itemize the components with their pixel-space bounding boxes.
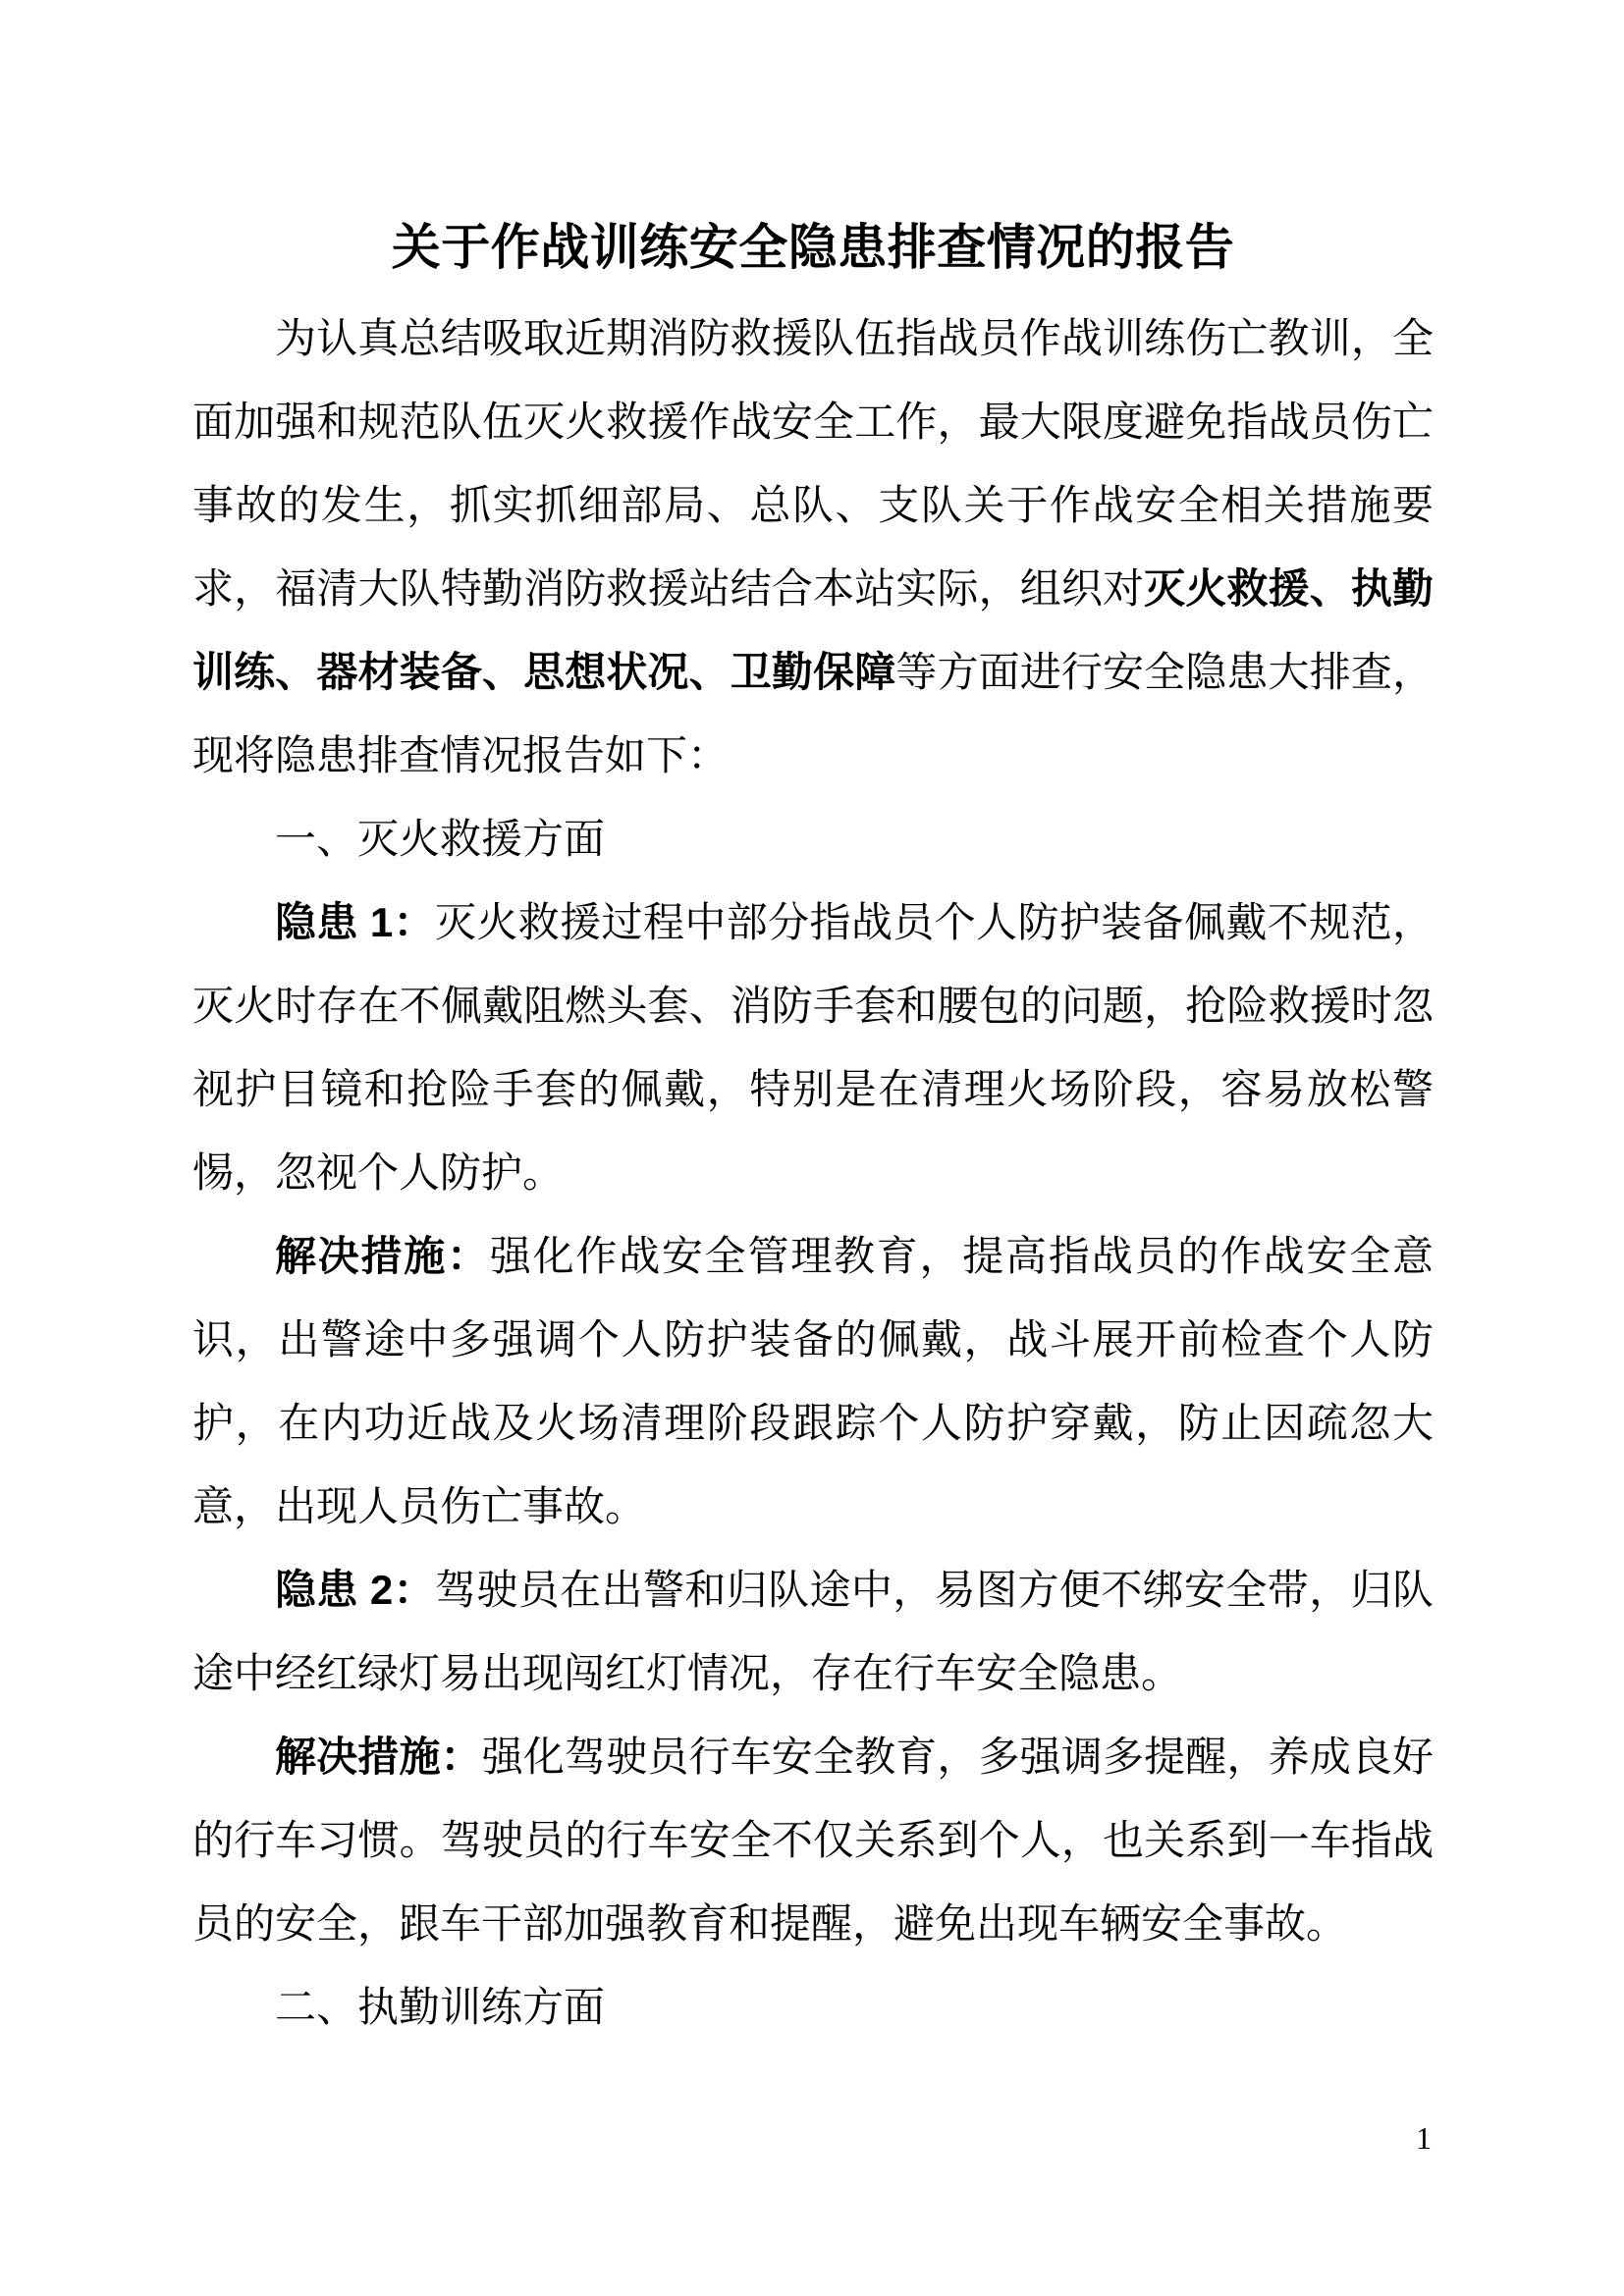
intro-text-emphasis: 灭火救援、执勤训练、器材装备、思想状况、卫勤保障 [192, 565, 1434, 695]
section-heading-one: 一、灭火救援方面 [275, 816, 606, 862]
measure-one-text: 强化作战安全管理教育，提高指战员的作战安全意识，出警途中多强调个人防护装备的佩戴，战斗展开前检查个人防护，在内功近战及火场清理阶段跟踪个人防护穿戴，防止因疏忽大意，出现人员伤亡事故。 [192, 1233, 1434, 1529]
page-title: 关于作战训练安全隐患排查情况的报告 [391, 220, 1235, 275]
hazard-two-label: 隐患 2： [275, 1567, 435, 1613]
measure-two-label: 解决措施： [275, 1734, 482, 1780]
page-number: 1 [1416, 2120, 1432, 2156]
measure-one-label: 解决措施： [275, 1233, 490, 1279]
paragraph-intro [192, 296, 1434, 797]
hazard-one-text: 灭火救援过程中部分指战员个人防护装备佩戴不规范，灭火时存在不佩戴阻燃头套、消防手套和腰包的问题，抢险救援时忽视护目镜和抢险手套的佩戴，特别是在清理火场阶段，容易放松警惕，忽视个人防护。 [192, 899, 1434, 1196]
intro-text-part-two: 等方面进行安全隐患大排查，现将隐患排查情况报告如下： [192, 649, 1434, 778]
paragraph-hazard-two [192, 1548, 1434, 1715]
measure-two-text: 强化驾驶员行车安全教育，多强调多提醒，养成良好的行车习惯。驾驶员的行车安全不仅关系到个人，也关系到一车指战员的安全，跟车干部加强教育和提醒，避免出现车辆安全事故。 [192, 1734, 1434, 1947]
hazard-one-label: 隐患 1： [275, 899, 435, 945]
section-heading-two: 二、执勤训练方面 [275, 1984, 606, 2030]
document-body [192, 0, 1434, 2049]
intro-text-part-one: 为认真总结吸取近期消防救援队伍指战员作战训练伤亡教训，全面加强和规范队伍灭火救援作战安全工作，最大限度避免指战员伤亡事故的发生，抓实抓细部局、总队、支队关于作战安全相关措施要求，福清大队特勤消防救援站结合本站实际，组织对 [192, 315, 1434, 612]
paragraph-measure-two [192, 1715, 1434, 1965]
hazard-two-text: 驾驶员在出警和归队途中，易图方便不绑安全带，归队途中经红绿灯易出现闯红灯情况，存在行车安全隐患。 [192, 1567, 1434, 1696]
paragraph-measure-one [192, 1214, 1434, 1548]
paragraph-hazard-one [192, 881, 1434, 1214]
